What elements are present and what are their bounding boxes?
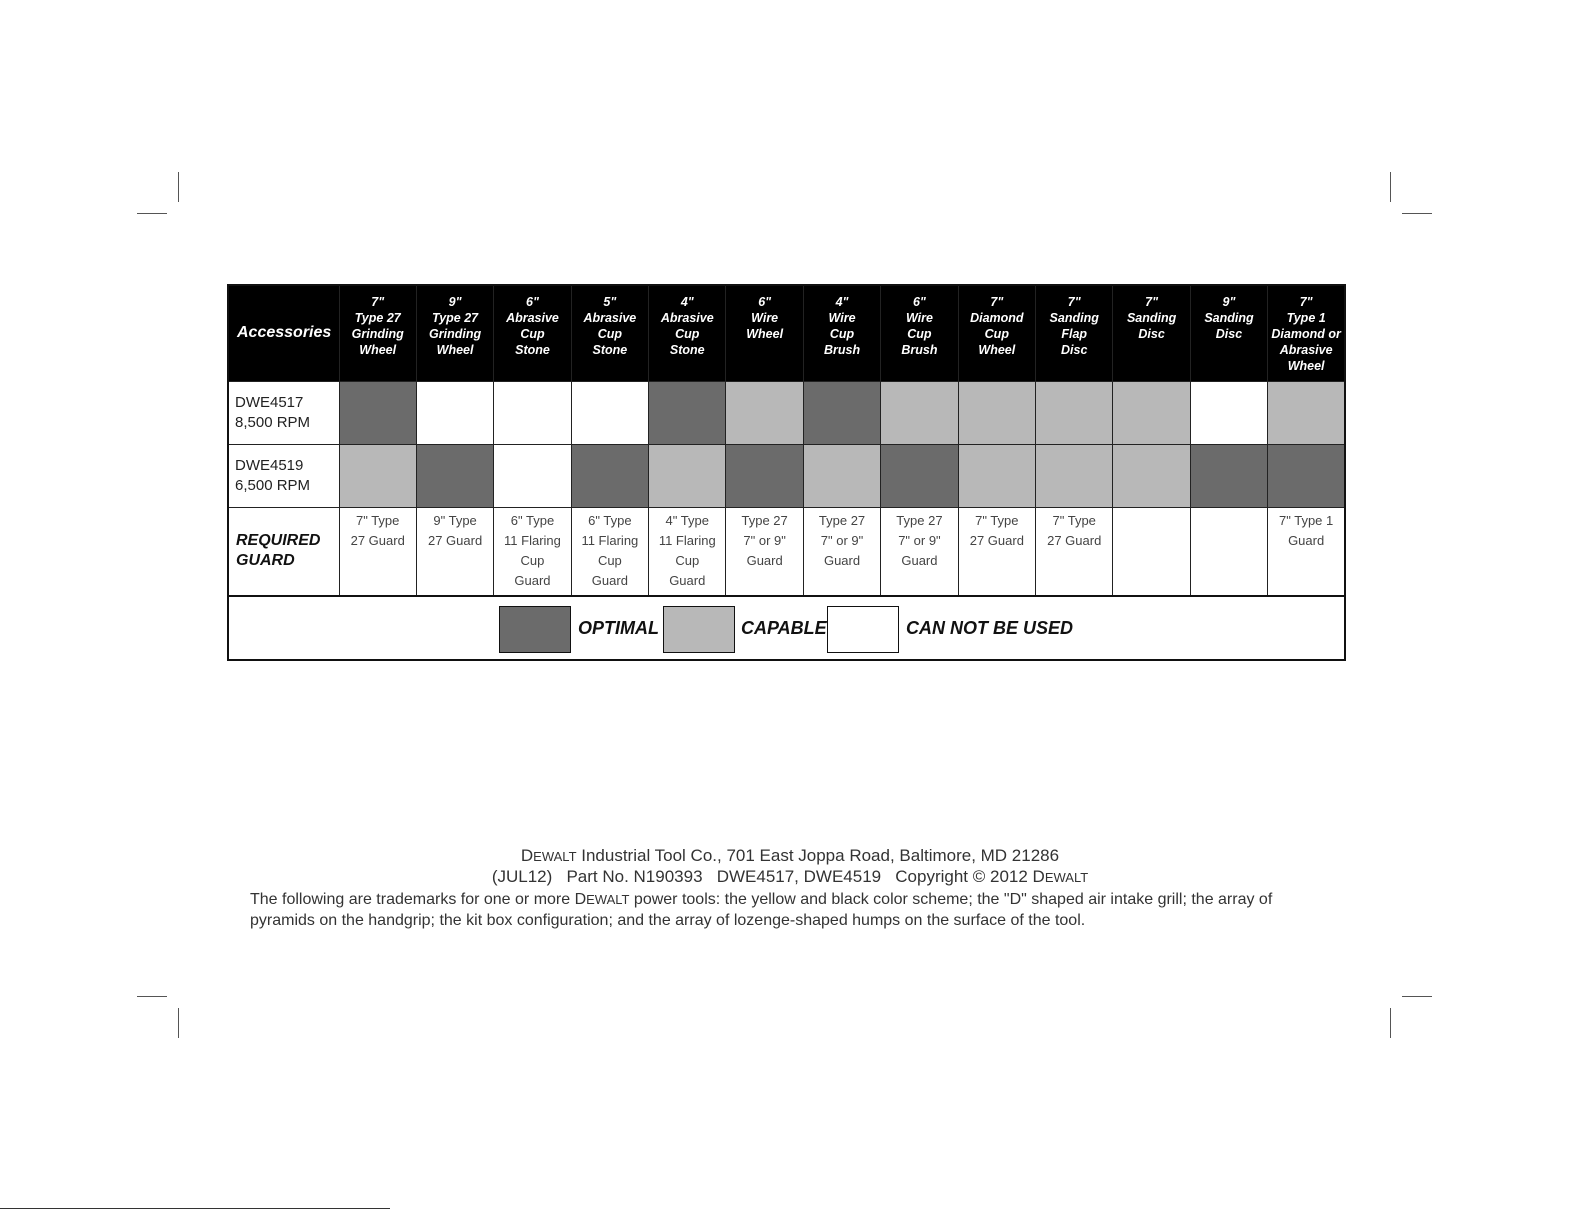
model-name: DWE4517 xyxy=(235,393,304,411)
rating-cell-capable xyxy=(958,381,1035,444)
company-address: DEWALT Industrial Tool Co., 701 East Joppa Road, Baltimore, MD 21286 xyxy=(520,846,1060,865)
column-header: 4" Wire Cup Brush xyxy=(803,285,880,381)
column-header: 9" Sanding Disc xyxy=(1190,285,1267,381)
guard-cell: 4" Type 11 Flaring Cup Guard xyxy=(649,507,726,596)
part-number-line: (JUL12) Part No. N190393 DWE4517, DWE4519 Copyright © 2012 DEWALT xyxy=(491,867,1089,886)
rating-cell-capable xyxy=(649,444,726,507)
rating-cell-capable xyxy=(881,381,958,444)
guard-cell: 7" Type 27 Guard xyxy=(339,507,416,596)
header-row xyxy=(228,285,1345,381)
rating-cell-capable xyxy=(1113,444,1190,507)
legend-cell xyxy=(228,596,1345,660)
required-guard-row xyxy=(228,507,1345,596)
crop-mark xyxy=(1390,1008,1391,1038)
model-row-dwe4519 xyxy=(228,444,1345,507)
model-label xyxy=(228,444,339,507)
rating-cell-capable xyxy=(726,381,803,444)
accessories-header: Accessories xyxy=(228,285,339,381)
guard-cell: Type 27 7" or 9" Guard xyxy=(881,507,958,596)
legend-row xyxy=(228,596,1345,660)
model-label xyxy=(228,381,339,444)
column-header: 7" Sanding Disc xyxy=(1113,285,1190,381)
rating-cell-capable xyxy=(958,444,1035,507)
model-row-dwe4517 xyxy=(228,381,1345,444)
guard-cell: 9" Type 27 Guard xyxy=(416,507,493,596)
column-header: 6" Abrasive Cup Stone xyxy=(494,285,571,381)
legend-label-optimal: OPTIMAL xyxy=(578,617,659,638)
rating-cell-none xyxy=(494,381,571,444)
crop-mark xyxy=(1402,996,1432,997)
rating-cell-optimal xyxy=(1268,444,1345,507)
legend-swatch-none xyxy=(827,606,899,653)
column-header: 9" Type 27 Grinding Wheel xyxy=(416,285,493,381)
rating-cell-optimal xyxy=(416,444,493,507)
model-rpm: 8,500 RPM xyxy=(235,413,311,431)
guard-cell: 6" Type 11 Flaring Cup Guard xyxy=(494,507,571,596)
guard-cell xyxy=(1113,507,1190,596)
model-rpm: 6,500 RPM xyxy=(235,476,311,494)
accessories-table xyxy=(227,284,1346,661)
footer xyxy=(250,846,1330,931)
rating-cell-capable xyxy=(1113,381,1190,444)
rating-cell-optimal xyxy=(726,444,803,507)
column-header: 7" Type 27 Grinding Wheel xyxy=(339,285,416,381)
bottom-rule xyxy=(0,1208,390,1209)
column-header: 7" Type 1 Diamond or Abrasive Wheel xyxy=(1268,285,1345,381)
rating-cell-optimal xyxy=(1190,444,1267,507)
column-header: 7" Diamond Cup Wheel xyxy=(958,285,1035,381)
rating-cell-capable xyxy=(1268,381,1345,444)
crop-mark xyxy=(1402,213,1432,214)
legend-label-none: CAN NOT BE USED xyxy=(906,617,1074,638)
rating-cell-none xyxy=(416,381,493,444)
guard-cell: 7" Type 27 Guard xyxy=(958,507,1035,596)
rating-cell-none xyxy=(1190,381,1267,444)
guard-cell: Type 27 7" or 9" Guard xyxy=(726,507,803,596)
rating-cell-none xyxy=(494,444,571,507)
column-header: 6" Wire Cup Brush xyxy=(881,285,958,381)
column-header: 6" Wire Wheel xyxy=(726,285,803,381)
guard-cell: 7" Type 27 Guard xyxy=(1036,507,1113,596)
required-guard-label: REQUIRED GUARD xyxy=(228,507,339,596)
trademark-notice: The following are trademarks for one or more DEWALT power tools: the yellow and black color scheme; the "D" shaped air intake grill; the array of pyramids on the handgrip; the kit box configuration; and the array of lozenge-shaped humps on the surface of the tool. xyxy=(250,891,1273,929)
guard-cell: 7" Type 1 Guard xyxy=(1268,507,1345,596)
guard-cell: Type 27 7" or 9" Guard xyxy=(803,507,880,596)
rating-cell-optimal xyxy=(881,444,958,507)
legend-label-capable: CAPABLE xyxy=(741,617,827,638)
crop-mark xyxy=(137,996,167,997)
column-header: 4" Abrasive Cup Stone xyxy=(649,285,726,381)
crop-mark xyxy=(178,1008,179,1038)
accessory-compatibility-table xyxy=(227,284,1344,661)
model-name: DWE4519 xyxy=(235,456,304,474)
rating-cell-optimal xyxy=(803,381,880,444)
legend xyxy=(229,597,1344,659)
rating-cell-optimal xyxy=(339,381,416,444)
rating-cell-capable xyxy=(803,444,880,507)
guard-cell xyxy=(1190,507,1267,596)
crop-mark xyxy=(137,213,167,214)
rating-cell-none xyxy=(571,381,648,444)
rating-cell-capable xyxy=(1036,444,1113,507)
column-header: 5" Abrasive Cup Stone xyxy=(571,285,648,381)
rating-cell-capable xyxy=(339,444,416,507)
rating-cell-capable xyxy=(1036,381,1113,444)
column-header: 7" Sanding Flap Disc xyxy=(1036,285,1113,381)
rating-cell-optimal xyxy=(649,381,726,444)
rating-cell-optimal xyxy=(571,444,648,507)
legend-swatch-optimal xyxy=(499,606,571,653)
crop-mark xyxy=(178,172,179,202)
guard-cell: 6" Type 11 Flaring Cup Guard xyxy=(571,507,648,596)
crop-mark xyxy=(1390,172,1391,202)
legend-swatch-capable xyxy=(663,606,735,653)
